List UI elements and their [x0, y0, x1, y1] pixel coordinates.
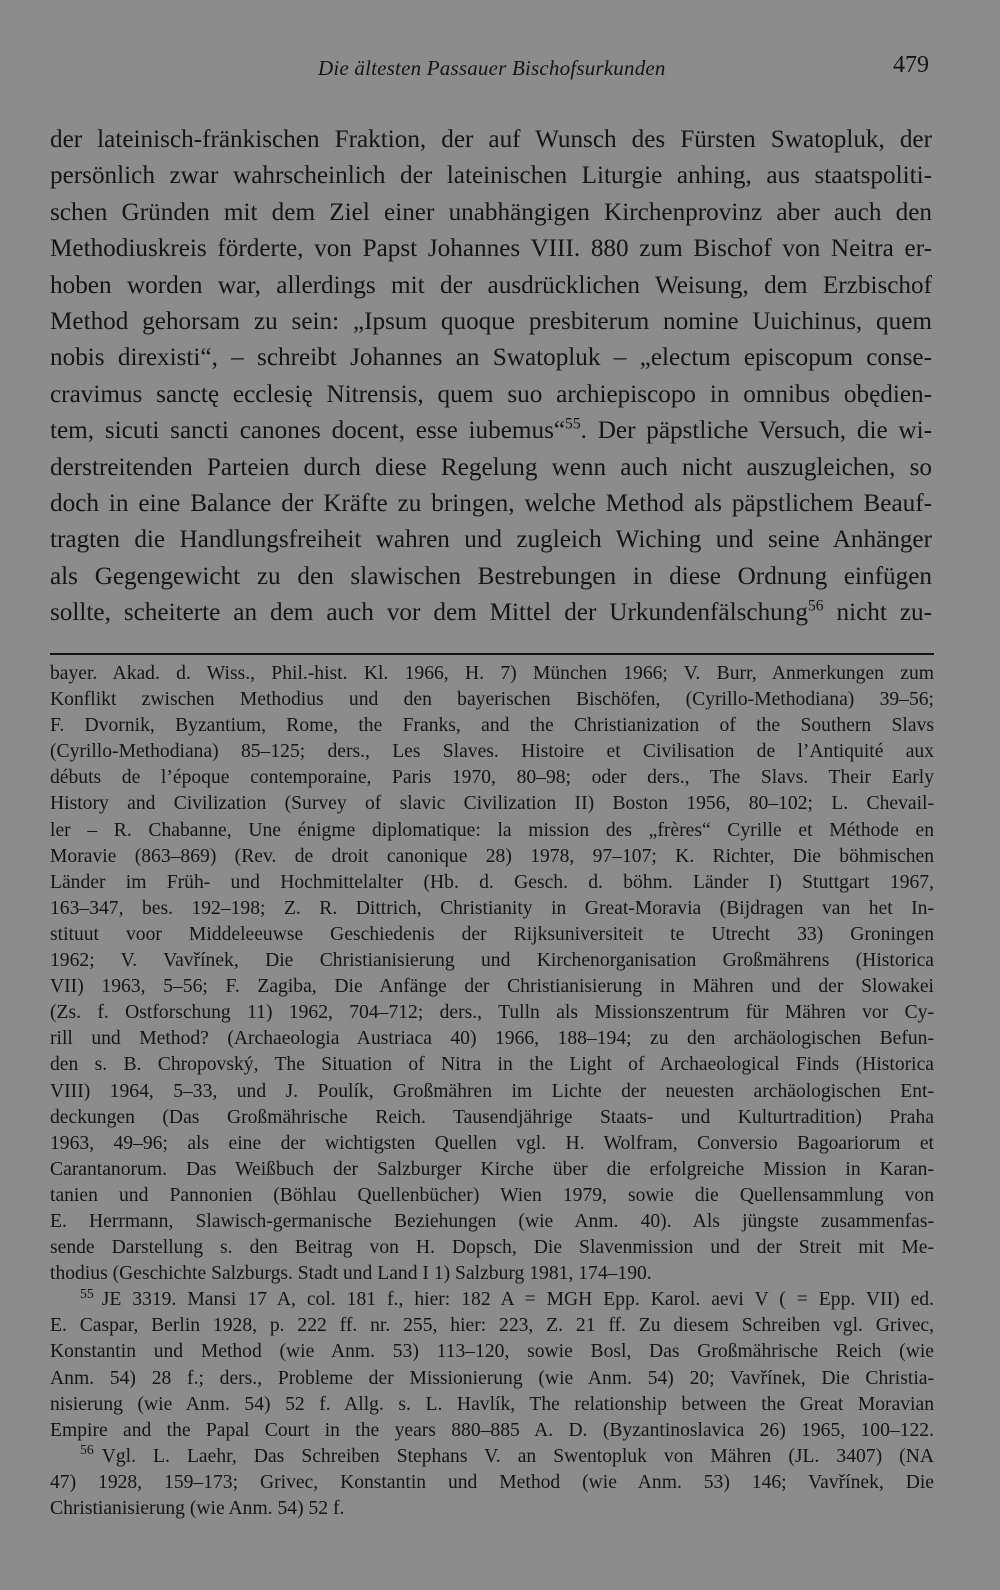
footnote-line: Carantanorum. Das Weißbuch der Salzburger Kirche über die erfolgreiche Mission in Karan-: [50, 1158, 934, 1180]
text-line: cravimus sanctę ecclesię Nitrensis, quem suo archiepiscopo in omnibus obędien-: [50, 380, 932, 408]
footnote-line: F. Dvornik, Byzantium, Rome, the Franks, and the Christianization of the Southern Slavs: [50, 715, 934, 737]
footnote-line: History and Civilization (Survey of slavic Civilization II) Boston 1956, 80–102; L. Chevail-: [50, 793, 934, 815]
footnote-line: Empire and the Papal Court in the years 880–885 A. D. (Byzantinoslavica 26) 1965, 100–122.: [50, 1419, 934, 1441]
text-line: tragten die Handlungsfreiheit wahren und zugleich Wiching und seine Anhänger: [50, 526, 932, 554]
main-text: [50, 122, 932, 632]
text-segment: . Der päpstliche Versuch, die wi-: [580, 417, 932, 445]
footnote-line: [50, 1287, 934, 1313]
footnote-marker: 55: [80, 1285, 94, 1301]
footnote-line: nisierung (wie Anm. 54) 52 f. Allg. s. L. Havlík, The relationship between the Great Moravian: [50, 1393, 934, 1415]
footnote-text: JE 3319. Mansi 17 A, col. 181 f., hier: 182 A = MGH Epp. Karol. aevi V ( = Epp. VII) ed.: [101, 1289, 934, 1311]
text-segment: nicht zu-: [823, 599, 932, 627]
footnote-line: (Cyrillo-Methodiana) 85–125; ders., Les Slaves. Histoire et Civilisation de l’Antiquité aux: [50, 741, 934, 763]
footnote-line: thodius (Geschichte Salzburgs. Stadt und Land I 1) Salzburg 1981, 174–190.: [50, 1263, 652, 1285]
footnote-line: Anm. 54) 28 f.; ders., Probleme der Missionierung (wie Anm. 54) 20; Vavřínek, Die Christia-: [50, 1367, 934, 1389]
footnote-55: [50, 1287, 934, 1444]
footnote-line: sende Darstellung s. den Beitrag von H. Dopsch, Die Slavenmission und der Streit mit Me-: [50, 1237, 934, 1259]
text-line: doch in eine Balance der Kräfte zu bringen, welche Method als päpstlichem Beauf-: [50, 490, 932, 518]
running-head: [0, 52, 1000, 88]
running-title: Die ältesten Passauer Bischofsurkunden: [318, 56, 666, 80]
footnote-line: tanien und Pannonien (Böhlau Quellenbücher) Wien 1979, sowie die Quellensammlung von: [50, 1184, 934, 1206]
footnote-text: Vgl. L. Laehr, Das Schreiben Stephans V. an Swentopluk von Mähren (JL. 3407) (NA: [101, 1445, 934, 1467]
footnote-line: 163–347, bes. 192–198; Z. R. Dittrich, Christianity in Great-Moravia (Bijdragen van het In-: [50, 897, 934, 919]
footnote-line: 1963, 49–96; als eine der wichtigsten Quellen vgl. H. Wolfram, Conversio Bagoariorum et: [50, 1132, 934, 1154]
footnote-line: VII) 1963, 5–56; F. Zagiba, Die Anfänge der Christianisierung in Mähren und der Slowakei: [50, 976, 934, 998]
footnote-line: stituut voor Middeleeuwse Geschiedenis der Rijksuniversiteit te Utrecht 33) Groningen: [50, 923, 934, 945]
footnote-divider: [50, 653, 934, 655]
text-line: nobis direxisti“, – schreibt Johannes an Swatopluk – „electum episcopum conse-: [50, 344, 932, 372]
footnote-line: Konflikt zwischen Methodius und den bayerischen Bischöfen, (Cyrillo-Methodiana) 39–56;: [50, 689, 934, 711]
text-segment: sollte, scheiterte an dem auch vor dem Mittel der Urkundenfälschung: [50, 599, 808, 627]
text-line: schen Gründen mit dem Ziel einer unabhängigen Kirchenprovinz aber auch den: [50, 198, 932, 226]
footnote-line: deckungen (Das Großmährische Reich. Tausendjährige Staats- und Kulturtradition) Praha: [50, 1106, 934, 1128]
footnotes: [50, 661, 934, 1522]
text-line: derstreitenden Parteien durch diese Regelung wenn auch nicht auszugleichen, so: [50, 453, 932, 481]
footnote-line: Konstantin und Method (wie Anm. 53) 113–120, sowie Bosl, Das Großmährische Reich (wie: [50, 1341, 934, 1363]
footnote-continuation: [50, 661, 934, 1287]
text-line: Methodiuskreis förderte, von Papst Johannes VIII. 880 zum Bischof von Neitra er-: [50, 235, 932, 263]
footnote-line: 47) 1928, 159–173; Grivec, Konstantin und Method (wie Anm. 53) 146; Vavřínek, Die: [50, 1471, 934, 1493]
page-number: 479: [893, 52, 929, 78]
text-line: [50, 595, 932, 631]
footnote-56: [50, 1444, 934, 1522]
footnote-line: den s. B. Chropovský, The Situation of Nitra in the Light of Archaeological Finds (Historica: [50, 1054, 934, 1076]
footnote-line: rill und Method? (Archaeologia Austriaca 40) 1966, 188–194; zu den archäologischen Befun-: [50, 1028, 934, 1050]
footnote-line: bayer. Akad. d. Wiss., Phil.-hist. Kl. 1966, H. 7) München 1966; V. Burr, Anmerkungen zum: [50, 663, 934, 684]
footnote-line: E. Caspar, Berlin 1928, p. 222 ff. nr. 255, hier: 223, Z. 21 ff. Zu diesem Schreiben vgl. Grivec,: [50, 1315, 934, 1337]
footnote-line: Christianisierung (wie Anm. 54) 52 f.: [50, 1498, 345, 1519]
text-line: persönlich zwar wahrscheinlich der lateinischen Liturgie anhing, aus staatspoliti-: [50, 162, 932, 190]
footnote-reference-56[interactable]: 56: [807, 597, 824, 615]
footnote-line: ler – R. Chabanne, Une énigme diplomatique: la mission des „frères“ Cyrille et Méthode en: [50, 819, 934, 841]
footnote-line: E. Herrmann, Slawisch-germanische Beziehungen (wie Anm. 40). Als jüngste zusammenfas-: [50, 1210, 934, 1232]
text-line: als Gegengewicht zu den slawischen Bestrebungen in diese Ordnung einfügen: [50, 562, 932, 590]
footnote-line: VIII) 1964, 5–33, und J. Poulík, Großmähren im Lichte der neuesten archäologischen Ent-: [50, 1080, 934, 1102]
footnote-line: (Zs. f. Ostforschung 11) 1962, 704–712; ders., Tulln als Missionszentrum für Mähren vor Cy-: [50, 1002, 934, 1024]
text-line: der lateinisch-fränkischen Fraktion, der auf Wunsch des Fürsten Swatopluk, der: [50, 126, 932, 153]
footnote-reference-55[interactable]: 55: [565, 415, 581, 433]
text-line: hoben worden war, allerdings mit der ausdrücklichen Weisung, dem Erzbischof: [50, 271, 932, 299]
text-line: [50, 413, 932, 449]
footnote-line: [50, 1444, 934, 1470]
footnote-line: Moravie (863–869) (Rev. de droit canonique 28) 1978, 97–107; K. Richter, Die böhmischen: [50, 845, 934, 867]
footnote-line: Länder im Früh- und Hochmittelalter (Hb. d. Gesch. d. böhm. Länder I) Stuttgart 1967,: [50, 871, 934, 893]
text-line: Method gehorsam zu sein: „Ipsum quoque presbiterum nomine Uuichinus, quem: [50, 308, 932, 336]
footnote-line: débuts de l’époque contemporaine, Paris 1970, 80–98; oder ders., The Slavs. Their Early: [50, 767, 934, 789]
footnote-line: 1962; V. Vavřínek, Die Christianisierung und Kirchenorganisation Großmährens (Historica: [50, 950, 934, 972]
footnote-marker: 56: [80, 1442, 94, 1458]
text-segment: tem, sicuti sancti canones docent, esse iubemus“: [50, 417, 566, 445]
